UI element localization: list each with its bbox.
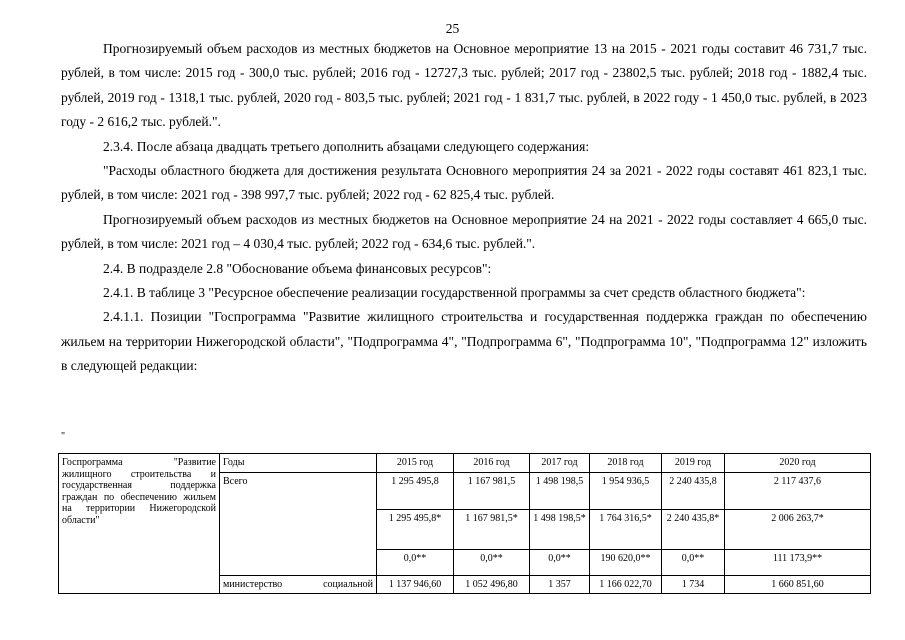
table-cell: 1 167 981,5* [454,509,530,549]
paragraph: 2.4.1. В таблице 3 "Ресурсное обеспечение реализации государственной программы за счет средств областного бюджета": [103,285,806,301]
year-header: 2015 год [377,454,454,473]
ministry-label [220,575,377,594]
program-name-cell: Госпрограмма "Развитие жилищного строительства и государственная поддержка граждан по обеспечению жильем на территории Нижегородской области" [59,454,220,594]
table-cell: 1 295 495,8 [377,472,454,509]
year-header: 2020 год [725,454,871,473]
ministry-label-part: министерство [223,578,283,590]
table-cell: 0,0** [377,549,454,575]
table-cell: 2 240 435,8 [662,472,725,509]
page-number: 25 [445,21,460,36]
paragraph: "Расходы областного бюджета для достижения результата Основного мероприятия 24 за 2021 - 2022 годы составят 461 823,1 тыс. рублей, в том числе: 2021 год - 398 997,7 тыс. рублей; 2022 год - 62 825,4 тыс. рублей. [61,163,867,203]
resource-table [58,453,871,594]
year-header: 2018 год [590,454,662,473]
year-header: 2019 год [662,454,725,473]
year-header: 2017 год [530,454,590,473]
document-body [61,37,867,379]
ministry-label-part: социальной [323,578,373,590]
table-cell: 0,0** [662,549,725,575]
table-cell: 2 006 263,7* [725,509,871,549]
table-cell: 0,0** [530,549,590,575]
table-cell: 1 167 981,5 [454,472,530,509]
year-header: 2016 год [454,454,530,473]
table-cell: 1 954 936,5 [590,472,662,509]
years-header: Годы [220,454,377,473]
opening-quote-mark: " [61,431,66,442]
paragraph: Прогнозируемый объем расходов из местных бюджетов на Основное мероприятие 13 на 2015 - 2021 годы составит 46 731,7 тыс. рублей, в том числе: 2015 год - 300,0 тыс. рублей; 2016 год - 12727,3 тыс. рублей; 2017 год - 23802,5 тыс. рублей; 2018 год - 1882,4 тыс. рублей, 2019 год - 1318,1 тыс. рублей, 2020 год - 803,5 тыс. рублей; 2021 год - 1 831,7 тыс. рублей, в 2022 году - 1 450,0 тыс. рублей, в 2023 году - 2 616,2 тыс. рублей.". [61,41,867,130]
table-cell: 1 734 [662,575,725,594]
paragraph: Прогнозируемый объем расходов из местных бюджетов на Основное мероприятие 24 на 2021 - 2022 годы составляет 4 665,0 тыс. рублей, в том числе: 2021 год – 4 030,4 тыс. рублей; 2022 год - 634,6 тыс. рублей.". [61,211,867,252]
table-cell: 0,0** [454,549,530,575]
table-cell: 1 498 198,5* [530,509,590,549]
table-cell: 2 240 435,8* [662,509,725,549]
table-row [59,454,871,473]
table-cell: 1 137 946,60 [377,575,454,594]
table-cell: 1 660 851,60 [725,575,871,594]
table-cell: 1 764 316,5* [590,509,662,549]
table-cell: 1 166 022,70 [590,575,662,594]
total-label: Всего [220,472,377,575]
paragraph: 2.4.1.1. Позиции "Госпрограмма "Развитие жилищного строительства и государственная поддержка граждан по обеспечению жильем на территории Нижегородской области", "Подпрограмма 4", "Подпрограмма 6", "Подпрограмма 10", "Подпрограмма 12" изложить в следующей редакции: [61,309,867,374]
paragraph: 2.3.4. После абзаца двадцать третьего дополнить абзацами следующего содержания: [103,138,590,154]
table-cell: 1 498 198,5 [530,472,590,509]
table-cell: 2 117 437,6 [725,472,871,509]
table-cell: 190 620,0** [590,549,662,575]
table-cell: 1 357 [530,575,590,594]
paragraph: 2.4. В подразделе 2.8 "Обоснование объема финансовых ресурсов": [103,260,492,276]
table-cell: 111 173,9** [725,549,871,575]
table-cell: 1 052 496,80 [454,575,530,594]
table-cell: 1 295 495,8* [377,509,454,549]
